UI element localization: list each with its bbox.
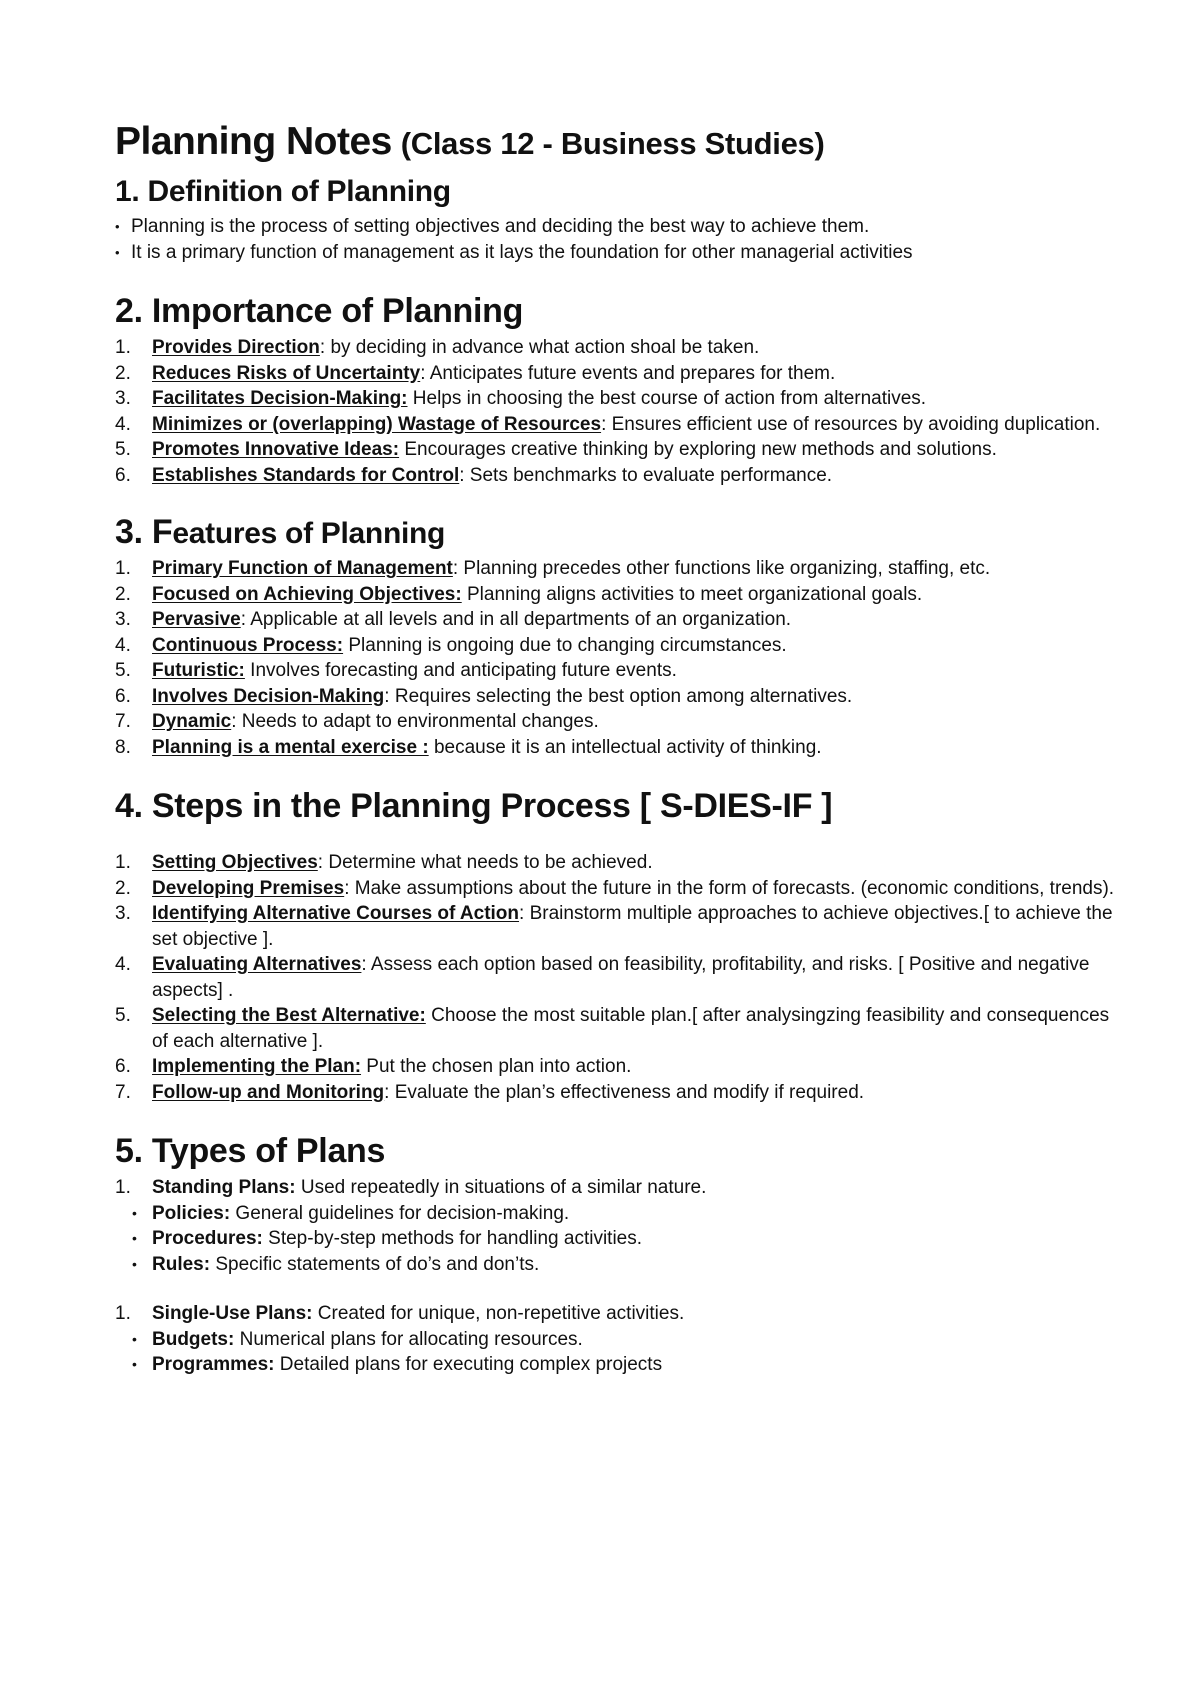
page-title — [115, 118, 1115, 168]
item-description: Used repeatedly in situations of a similar nature. — [295, 1177, 707, 1198]
list-item — [115, 709, 1115, 735]
item-term: Futuristic: — [152, 660, 245, 681]
item-separator: : — [452, 558, 459, 579]
item-separator: : — [240, 609, 247, 630]
page-title-main: Planning Notes — [115, 120, 392, 163]
definition-list — [115, 214, 1115, 265]
item-number: 1. — [115, 852, 131, 873]
list-item — [115, 1301, 1115, 1327]
item-term: Evaluating Alternatives — [152, 954, 362, 975]
item-term: Minimizes or (overlapping) Wastage of Resources — [152, 413, 602, 435]
list-item — [115, 952, 1115, 1003]
page-title-subtitle: (Class 12 - Business Studies) — [400, 126, 825, 161]
sub-list-item — [115, 1226, 1115, 1252]
list-item — [115, 658, 1115, 684]
item-description: Brainstorm multiple approaches to achieve objectives.[ to achieve the set objective ]. — [152, 903, 1113, 950]
item-separator: : — [361, 954, 367, 975]
item-term: Focused on Achieving Objectives: — [152, 583, 462, 605]
item-description: Involves forecasting and anticipating future events. — [244, 660, 677, 681]
item-term: Follow-up and Monitoring — [152, 1081, 385, 1103]
item-number: 2. — [115, 583, 131, 605]
section-heading: 4. Steps in the Planning Process [ S-DIES-IF ] — [115, 787, 833, 825]
list-item — [115, 876, 1115, 902]
item-number: 6. — [115, 685, 131, 707]
item-separator: : — [384, 1081, 390, 1103]
item-description: Helps in choosing the best course of action from alternatives. — [407, 388, 927, 409]
list-item: • It is a primary function of management as it lays the foundation for other managerial activities — [115, 240, 1115, 266]
item-term: Planning is a mental exercise : — [152, 736, 429, 758]
sub-item-term: Procedures: — [152, 1228, 263, 1249]
item-number: 5. — [115, 1005, 131, 1026]
item-term: Standing Plans: — [152, 1177, 296, 1198]
sub-item-term: Budgets: — [152, 1328, 235, 1350]
types-list-standing — [115, 1175, 1115, 1201]
item-number: 4. — [115, 954, 131, 975]
item-number: 2. — [115, 877, 131, 899]
item-separator: : — [420, 362, 426, 384]
heading-lead: 3. F — [115, 513, 173, 551]
item-number: 7. — [115, 711, 131, 732]
item-description: Sets benchmarks to evaluate performance. — [464, 464, 833, 486]
item-number: 1. — [115, 558, 131, 579]
section-heading: 1. Definition of Planning — [115, 175, 451, 208]
list-item — [115, 684, 1115, 710]
list-item — [115, 735, 1115, 761]
sub-list-item — [115, 1352, 1115, 1378]
item-description: Anticipates future events and prepares for them. — [425, 362, 836, 384]
item-description: Applicable at all levels and in all departments of an organization. — [246, 609, 792, 630]
item-term: Primary Function of Management — [152, 558, 453, 579]
item-term: Promotes Innovative Ideas: — [152, 439, 400, 460]
list-item — [115, 556, 1115, 582]
item-number: 8. — [115, 736, 131, 758]
item-separator: : — [384, 685, 390, 707]
item-description: Ensures efficient use of resources by avoiding duplication. — [606, 413, 1101, 435]
item-description: Planning is ongoing due to changing circumstances. — [343, 634, 787, 656]
item-separator: : — [231, 711, 237, 732]
sub-item-description: Step-by-step methods for handling activities. — [262, 1228, 643, 1249]
item-description: by deciding in advance what action shoal be taken. — [325, 337, 760, 358]
item-number: 6. — [115, 1056, 131, 1077]
sub-item-description: Detailed plans for executing complex projects — [274, 1354, 663, 1375]
list-item — [115, 1080, 1115, 1106]
item-term: Continuous Process: — [152, 634, 344, 656]
item-term: Identifying Alternative Courses of Action — [152, 903, 520, 924]
item-description: Requires selecting the best option among alternatives. — [389, 685, 853, 707]
item-number: 4. — [115, 413, 131, 435]
importance-list — [115, 335, 1115, 488]
item-number: 6. — [115, 464, 131, 486]
steps-list — [115, 850, 1115, 1105]
section-heading — [115, 512, 1115, 554]
item-number: 1. — [115, 337, 131, 358]
item-term: Provides Direction — [152, 337, 320, 358]
item-number: 4. — [115, 634, 131, 656]
item-number: 3. — [115, 388, 131, 409]
item-description: Evaluate the plan’s effectiveness and modify if required. — [389, 1081, 865, 1103]
item-separator: : — [344, 877, 350, 899]
list-item — [115, 361, 1115, 387]
item-separator: : — [459, 464, 465, 486]
sub-item-term: Programmes: — [152, 1354, 275, 1375]
single-use-plans-sublist — [115, 1327, 1115, 1378]
item-description: Make assumptions about the future in the form of forecasts. (economic conditions, trends). — [349, 877, 1115, 899]
item-term: Reduces Risks of Uncertainty — [152, 362, 421, 384]
list-item — [115, 412, 1115, 438]
item-description: Planning precedes other functions like organizing, staffing, etc. — [458, 558, 991, 579]
list-item — [115, 335, 1115, 361]
section-types — [115, 1129, 1115, 1378]
item-number: 5. — [115, 660, 131, 681]
item-term: Developing Premises — [152, 877, 345, 899]
item-separator: : — [319, 337, 326, 358]
item-number: 1. — [115, 1303, 131, 1324]
list-item — [115, 607, 1115, 633]
item-separator: : — [601, 413, 607, 435]
section-definition — [115, 172, 1115, 265]
list-item — [115, 1175, 1115, 1201]
sub-list-item — [115, 1252, 1115, 1278]
item-term: Implementing the Plan: — [152, 1056, 362, 1077]
item-description: because it is an intellectual activity of thinking. — [428, 736, 822, 758]
list-item — [115, 1003, 1115, 1054]
list-item — [115, 582, 1115, 608]
sub-item-description: General guidelines for decision-making. — [230, 1202, 570, 1224]
types-list-single-use — [115, 1301, 1115, 1327]
sub-item-description: Numerical plans for allocating resources. — [234, 1328, 583, 1350]
item-number: 7. — [115, 1081, 131, 1103]
section-features — [115, 512, 1115, 760]
item-term: Single-Use Plans: — [152, 1303, 313, 1324]
heading-rest: eatures of Planning — [172, 517, 446, 550]
item-separator: : — [519, 903, 525, 924]
section-heading: 5. Types of Plans — [115, 1132, 386, 1170]
document-page — [115, 118, 1115, 1378]
list-item — [115, 463, 1115, 489]
features-list — [115, 556, 1115, 760]
item-number: 3. — [115, 609, 131, 630]
item-separator: : — [317, 852, 324, 873]
list-item — [115, 850, 1115, 876]
list-item — [115, 437, 1115, 463]
list-item — [115, 386, 1115, 412]
sub-list-item — [115, 1327, 1115, 1353]
sub-item-description: Specific statements of do’s and don’ts. — [210, 1253, 540, 1275]
item-number: 2. — [115, 362, 131, 384]
item-term: Pervasive — [152, 609, 241, 630]
section-heading: 2. Importance of Planning — [115, 292, 524, 330]
list-item — [115, 1054, 1115, 1080]
item-term: Selecting the Best Alternative: — [152, 1005, 426, 1026]
item-number: 5. — [115, 439, 131, 460]
item-term: Setting Objectives — [152, 852, 318, 873]
list-item — [115, 633, 1115, 659]
list-item: • Planning is the process of setting objectives and deciding the best way to achieve them. — [115, 214, 1115, 240]
item-description: Encourages creative thinking by exploring new methods and solutions. — [399, 439, 997, 460]
item-term: Dynamic — [152, 711, 232, 732]
section-importance — [115, 289, 1115, 488]
sub-item-term: Rules: — [152, 1253, 211, 1275]
section-steps — [115, 784, 1115, 1105]
sub-list-item — [115, 1201, 1115, 1227]
item-description: Created for unique, non-repetitive activities. — [312, 1303, 685, 1324]
sub-item-term: Policies: — [152, 1202, 231, 1224]
item-number: 3. — [115, 903, 131, 924]
list-item — [115, 901, 1115, 952]
item-description: Planning aligns activities to meet organizational goals. — [461, 583, 923, 605]
item-description: Assess each option based on feasibility, profitability, and risks. [ Positive and negative aspects] . — [152, 954, 1090, 1001]
item-term: Involves Decision-Making — [152, 685, 385, 707]
item-term: Establishes Standards for Control — [152, 464, 460, 486]
item-number: 1. — [115, 1177, 131, 1198]
item-description: Determine what needs to be achieved. — [323, 852, 653, 873]
item-description: Needs to adapt to environmental changes. — [236, 711, 599, 732]
standing-plans-sublist — [115, 1201, 1115, 1278]
item-description: Choose the most suitable plan.[ after analysingzing feasibility and consequences of each alternative ]. — [152, 1005, 1110, 1052]
item-description: Put the chosen plan into action. — [361, 1056, 632, 1077]
item-term: Facilitates Decision-Making: — [152, 388, 408, 409]
